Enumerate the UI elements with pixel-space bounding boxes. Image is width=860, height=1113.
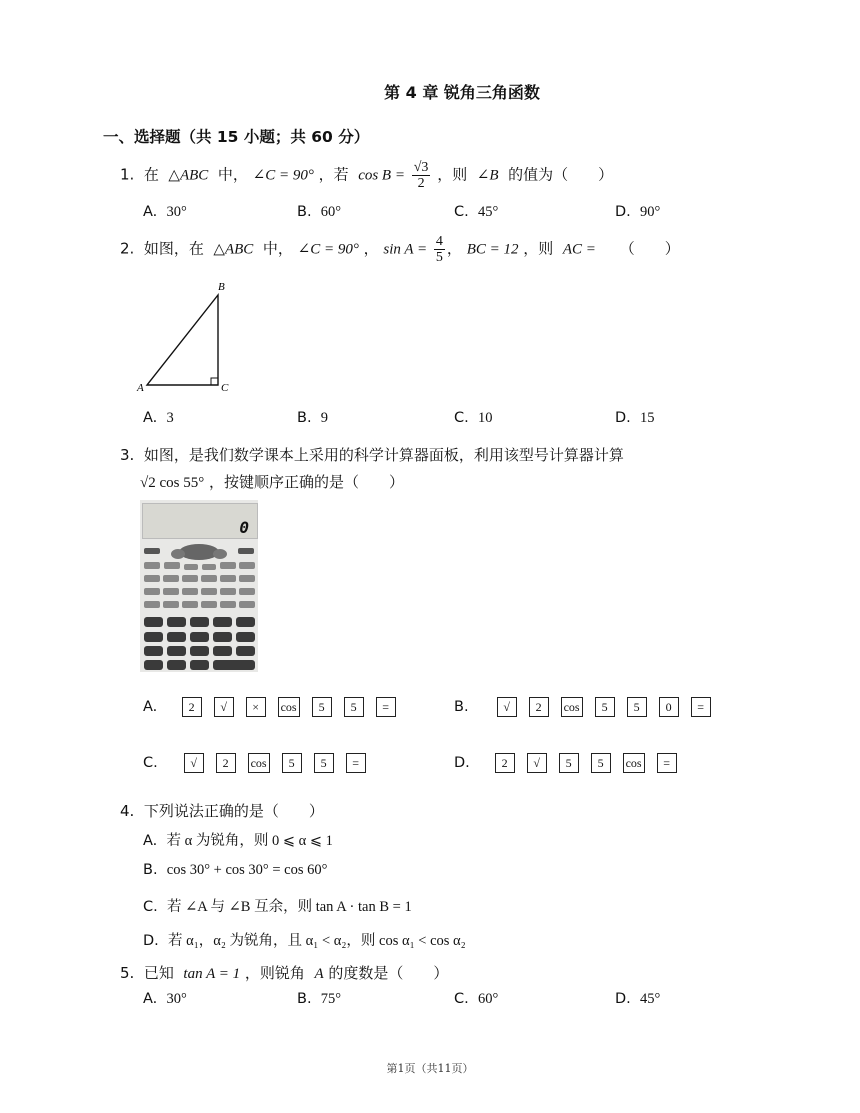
q4-option-a[interactable]: A. 若 α 为锐角，则 0 ⩽ α ⩽ 1 [143,833,333,849]
q3-option-a[interactable]: A. 2 √ × cos 5 5 = [143,697,408,717]
key-times: × [246,697,266,717]
page-title: 第 4 章 锐角三角函数 [384,83,540,102]
calculator-image [140,500,258,672]
key-5: 5 [627,697,647,717]
calculator-display: 0 [142,503,258,539]
question-2-stem: 2. 如图，在 △ABC 中， ∠C = 90° ， sin A = $\frac{4}{5}$ ， BC = 12 ，则 AC = （ ） [120,234,680,265]
q4-option-d[interactable]: D. 若 α₁，α₂ 为锐角，且 α₁ < α₂，则 cos α₁ < cos α₂ [143,933,466,949]
question-3-stem-line2: √2 cos 55° ，按键顺序正确的是（ ） [140,473,405,491]
key-5: 5 [314,753,334,773]
key-2: 2 [529,697,549,717]
key-5: 5 [282,753,302,773]
key-equals: = [346,753,366,773]
q3-option-b[interactable]: B. √ 2 cos 5 5 0 = [454,697,723,717]
key-5: 5 [344,697,364,717]
question-1-stem: 1. 在 △ABC 中， ∠C = 90° ，若 cos B = $\frac{√3}{2}$ ，则 ∠B 的值为（ ） [120,160,614,191]
fraction-4-over-5: $\frac{4}{5}$ [435,234,443,265]
q1-option-d[interactable]: D. 90° [615,204,661,220]
key-sqrt: √ [527,753,547,773]
vertex-b-label: B [218,281,225,293]
triangle-abc [147,295,218,385]
key-2: 2 [495,753,515,773]
q2-option-b[interactable]: B. 9 [297,410,329,426]
key-equals: = [657,753,677,773]
key-2: 2 [216,753,236,773]
section-heading: 一、选择题（共 15 小题；共 60 分） [103,128,370,146]
question-5-stem: 5. 已知 tan A = 1 ，则锐角 A 的度数是（ ） [120,964,449,982]
key-sqrt: √ [497,697,517,717]
key-0: 0 [659,697,679,717]
page-footer: 第1页（共11页） [386,1062,474,1075]
key-5: 5 [591,753,611,773]
key-sqrt: √ [184,753,204,773]
right-angle-mark [211,378,218,385]
key-sqrt: √ [214,697,234,717]
q4-option-b[interactable]: B. cos 30° + cos 30° = cos 60° [143,862,328,878]
q5-option-b[interactable]: B. 75° [297,991,342,1007]
key-cos: cos [248,753,270,773]
key-2: 2 [182,697,202,717]
key-5: 5 [595,697,615,717]
q2-option-d[interactable]: D. 15 [615,410,655,426]
q1-option-b[interactable]: B. 60° [297,204,342,220]
vertex-a-label: A [137,382,144,394]
fraction-sqrt3-over-2: $\frac{√3}{2}$ [413,160,429,191]
key-cos: cos [623,753,645,773]
q5-option-a[interactable]: A. 30° [143,991,187,1007]
q3-option-d[interactable]: D. 2 √ 5 5 cos = [454,753,689,773]
question-3-stem-line1: 3. 如图，是我们数学课本上采用的科学计算器面板，利用该型号计算器计算 [120,446,624,464]
key-5: 5 [312,697,332,717]
q2-option-a[interactable]: A. 3 [143,410,174,426]
calculator-keypad [140,542,258,672]
q5-option-d[interactable]: D. 45° [615,991,661,1007]
q1-option-c[interactable]: C. 45° [454,204,499,220]
vertex-c-label: C [221,382,229,394]
q3-option-c[interactable]: C. √ 2 cos 5 5 = [143,753,378,773]
key-equals: = [691,697,711,717]
right-triangle-figure [135,278,240,398]
question-4-stem: 4. 下列说法正确的是（ ） [120,802,324,820]
key-cos: cos [561,697,583,717]
key-equals: = [376,697,396,717]
key-5: 5 [559,753,579,773]
q4-option-c[interactable]: C. 若 ∠A 与 ∠B 互余，则 tan A · tan B = 1 [143,899,412,915]
q1-option-a[interactable]: A. 30° [143,204,187,220]
key-cos: cos [278,697,300,717]
q5-option-c[interactable]: C. 60° [454,991,499,1007]
q2-option-c[interactable]: C. 10 [454,410,493,426]
